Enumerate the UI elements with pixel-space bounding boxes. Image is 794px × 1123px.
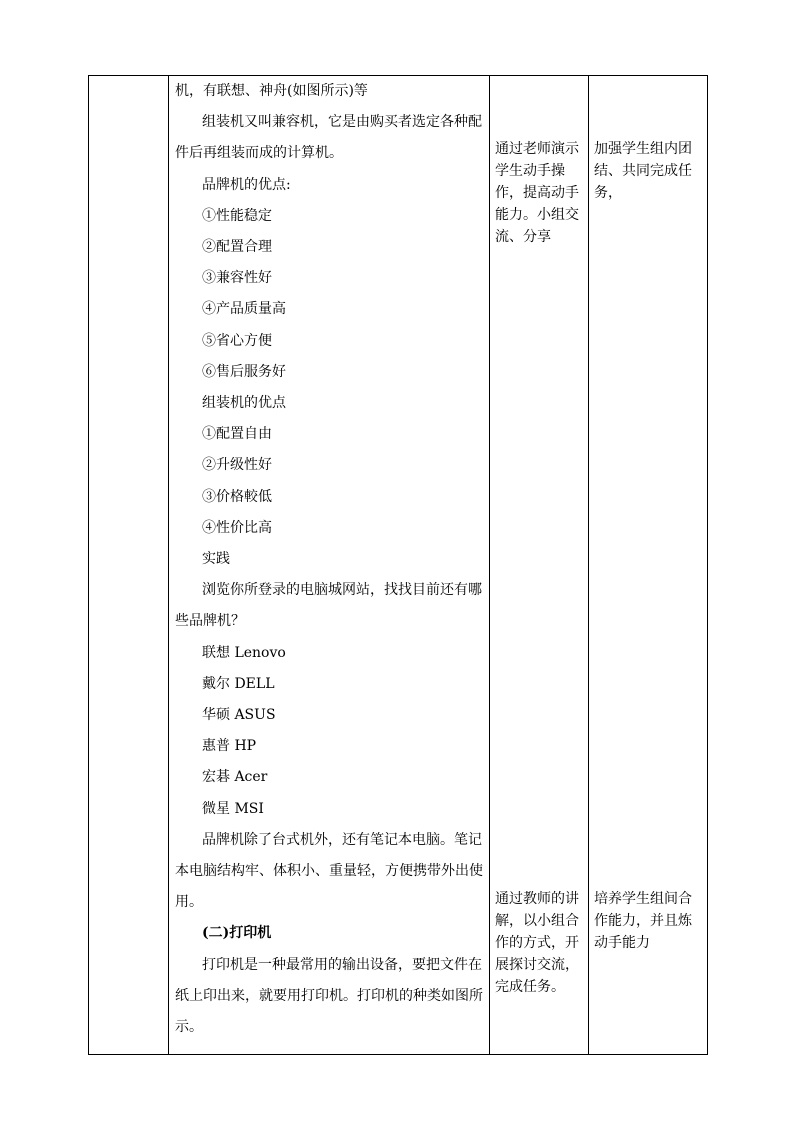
- content-line: ⑤省心方便: [202, 332, 272, 349]
- content-line: 品牌机的优点:: [202, 176, 291, 193]
- intent-note-2: 培养学生组间合作能力，并且炼动手能力: [594, 891, 692, 951]
- teaching-method-cell: [490, 76, 589, 1055]
- content-line: 华硕 ASUS: [202, 707, 276, 723]
- design-intent-cell: [589, 76, 708, 1055]
- content-line: 机，有联想、神舟(如图所示)等: [175, 83, 368, 99]
- content-line: 打印机是一种最常用的输出设备，要把文件在: [202, 956, 482, 973]
- content-line: ③价格較低: [202, 488, 272, 505]
- table-row: [89, 76, 708, 1055]
- content-line: 浏览你所登录的电脑城网站，找找目前还有哪: [202, 582, 482, 599]
- content-line: 实践: [202, 551, 230, 567]
- content-line: 用。: [175, 894, 203, 911]
- intent-note-1: 加强学生组内团结、共同完成任务，: [594, 141, 692, 201]
- content-line: 组装机的优点: [202, 395, 286, 411]
- content-line: 示。: [175, 1019, 203, 1035]
- content-line: 组装机又叫兼容机，它是由购买者选定各种配: [202, 114, 482, 131]
- design-intent: [589, 76, 707, 1054]
- teaching-method: [490, 76, 588, 1054]
- content-line: 纸上印出来，就要用打印机。打印机的种类如图所: [175, 987, 483, 1004]
- content-line: (二)打印机: [202, 925, 272, 942]
- content-line: ③兼容性好: [202, 270, 272, 287]
- teaching-content-cell: [169, 76, 490, 1055]
- content-line: ④性价比高: [202, 519, 272, 536]
- stage-cell: [89, 76, 169, 1055]
- lesson-plan-table: [88, 75, 708, 1055]
- content-line: ②配置合理: [202, 239, 272, 255]
- content-line: ④产品质量高: [202, 301, 286, 318]
- content-line: 宏碁 Acer: [202, 769, 268, 786]
- teaching-content: [169, 76, 489, 1054]
- method-note-1: 通过老师演示学生动手操作，提高动手能力。小组交流、分享: [495, 141, 579, 245]
- content-line: 品牌机除了台式机外，还有笔记本电脑。笔记: [202, 831, 482, 848]
- content-line: 联想 Lenovo: [202, 644, 286, 661]
- content-line: 戴尔 DELL: [202, 675, 275, 692]
- content-line: 惠普 HP: [202, 738, 257, 755]
- content-line: 本电脑结构牢、体积小、重量轻，方便携带外出使: [175, 863, 483, 879]
- method-note-2: 通过教师的讲解，以小组合作的方式，开展探讨交流，完成任务。: [495, 891, 579, 995]
- content-line: ②升级性好: [202, 457, 272, 474]
- content-line: 些品牌机？: [175, 613, 245, 630]
- content-line: ⑥售后服务好: [202, 363, 286, 380]
- content-line: 微星 MSI: [202, 800, 264, 817]
- content-line: 件后再组装而成的计算机。: [175, 145, 343, 162]
- content-line: ①性能稳定: [202, 207, 272, 224]
- content-line: ①配置自由: [202, 426, 272, 443]
